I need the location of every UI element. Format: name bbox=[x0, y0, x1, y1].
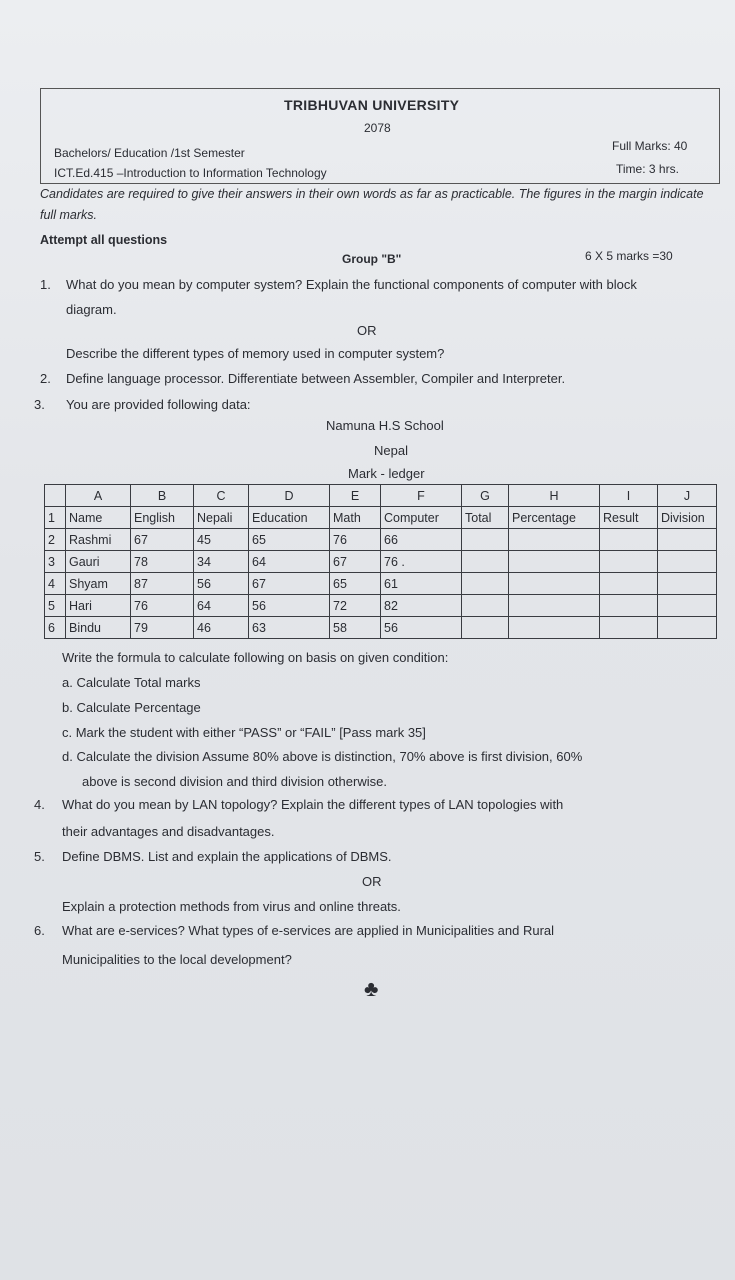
table-cell: Name bbox=[66, 507, 131, 529]
q4-line2: their advantages and disadvantages. bbox=[62, 824, 275, 839]
q6-number: 6. bbox=[34, 923, 45, 938]
mark-ledger-table bbox=[44, 484, 717, 639]
table-header-cell: C bbox=[194, 485, 249, 507]
table-cell: 87 bbox=[131, 573, 194, 595]
table-cell: Shyam bbox=[66, 573, 131, 595]
table-cell: 64 bbox=[194, 595, 249, 617]
q6-line2: Municipalities to the local development? bbox=[62, 952, 292, 967]
table-cell: 64 bbox=[249, 551, 330, 573]
table-cell bbox=[462, 551, 509, 573]
table-cell: 76 bbox=[131, 595, 194, 617]
table-cell: 34 bbox=[194, 551, 249, 573]
table-cell bbox=[658, 617, 717, 639]
table-cell: 76 bbox=[330, 529, 381, 551]
table-cell: Hari bbox=[66, 595, 131, 617]
table-cell: Percentage bbox=[509, 507, 600, 529]
course-label: ICT.Ed.415 –Introduction to Information Technology bbox=[54, 166, 327, 180]
table-cell: Division bbox=[658, 507, 717, 529]
time-limit: Time: 3 hrs. bbox=[616, 162, 679, 176]
table-cell: 3 bbox=[45, 551, 66, 573]
table-cell bbox=[462, 573, 509, 595]
q5-text: Define DBMS. List and explain the applications of DBMS. bbox=[62, 849, 392, 864]
exam-year: 2078 bbox=[364, 121, 391, 135]
group-marks: 6 X 5 marks =30 bbox=[585, 249, 673, 263]
table-header-cell: H bbox=[509, 485, 600, 507]
q5-alternative: Explain a protection methods from virus and online threats. bbox=[62, 899, 401, 914]
table-cell bbox=[509, 595, 600, 617]
group-title: Group "B" bbox=[342, 252, 402, 266]
club-symbol: ♣ bbox=[364, 976, 379, 1001]
table-cell bbox=[509, 617, 600, 639]
q1-number: 1. bbox=[40, 277, 51, 292]
table-row bbox=[45, 551, 717, 573]
table-cell: Nepali bbox=[194, 507, 249, 529]
table-cell bbox=[600, 529, 658, 551]
table-cell: 67 bbox=[249, 573, 330, 595]
q1-text-line1: What do you mean by computer system? Explain the functional components of computer with block bbox=[66, 277, 637, 292]
q5-number: 5. bbox=[34, 849, 45, 864]
table-row bbox=[45, 595, 717, 617]
table-header-cell: A bbox=[66, 485, 131, 507]
school-country: Nepal bbox=[374, 443, 408, 458]
q3-part-c: c. Mark the student with either “PASS” or “FAIL” [Pass mark 35] bbox=[62, 725, 426, 740]
ledger-title: Mark - ledger bbox=[348, 466, 425, 481]
table-header-row bbox=[45, 485, 717, 507]
table-cell bbox=[462, 529, 509, 551]
q2-number: 2. bbox=[40, 371, 51, 386]
q3-part-d-cont: above is second division and third division otherwise. bbox=[82, 774, 387, 789]
attempt-label: Attempt all questions bbox=[40, 233, 168, 247]
table-header-cell: I bbox=[600, 485, 658, 507]
table-cell: 1 bbox=[45, 507, 66, 529]
q1-text-line2: diagram. bbox=[66, 302, 117, 317]
table-row bbox=[45, 529, 717, 551]
table-cell: Education bbox=[249, 507, 330, 529]
table-cell bbox=[509, 551, 600, 573]
q3-part-a: a. Calculate Total marks bbox=[62, 675, 201, 690]
q4-number: 4. bbox=[34, 797, 45, 812]
table-header-cell: G bbox=[462, 485, 509, 507]
table-row bbox=[45, 507, 717, 529]
table-cell: 4 bbox=[45, 573, 66, 595]
table-cell: Gauri bbox=[66, 551, 131, 573]
table-cell bbox=[658, 595, 717, 617]
table-cell bbox=[600, 573, 658, 595]
table-row bbox=[45, 617, 717, 639]
table-cell: 5 bbox=[45, 595, 66, 617]
q6-line1: What are e-services? What types of e-services are applied in Municipalities and Rural bbox=[62, 923, 555, 938]
table-cell: Total bbox=[462, 507, 509, 529]
table-header-cell: E bbox=[330, 485, 381, 507]
table-cell bbox=[658, 529, 717, 551]
table-cell bbox=[600, 595, 658, 617]
school-name: Namuna H.S School bbox=[326, 418, 444, 433]
table-cell: 79 bbox=[131, 617, 194, 639]
table-header-cell: J bbox=[658, 485, 717, 507]
q3-part-b: b. Calculate Percentage bbox=[62, 700, 201, 715]
table-cell bbox=[509, 573, 600, 595]
table-cell: 58 bbox=[330, 617, 381, 639]
q4-line1: What do you mean by LAN topology? Explain the different types of LAN topologies with bbox=[62, 797, 564, 812]
table-cell bbox=[509, 529, 600, 551]
q3-text: You are provided following data: bbox=[66, 397, 251, 412]
table-cell: Result bbox=[600, 507, 658, 529]
table-cell bbox=[462, 617, 509, 639]
table-header-cell: F bbox=[381, 485, 462, 507]
table-cell: 2 bbox=[45, 529, 66, 551]
table-cell bbox=[658, 551, 717, 573]
table-cell: Math bbox=[330, 507, 381, 529]
table-cell: 61 bbox=[381, 573, 462, 595]
table-cell: Rashmi bbox=[66, 529, 131, 551]
instructions: Candidates are required to give their answers in their own words as far as practicable. The figures in the margin indicate full marks. bbox=[40, 187, 704, 222]
q5-or: OR bbox=[362, 874, 382, 889]
q2-text: Define language processor. Differentiate between Assembler, Compiler and Interpreter. bbox=[66, 371, 566, 386]
table-cell: 78 bbox=[131, 551, 194, 573]
table-cell: 82 bbox=[381, 595, 462, 617]
table-cell: 6 bbox=[45, 617, 66, 639]
table-header-cell: B bbox=[131, 485, 194, 507]
table-cell bbox=[600, 617, 658, 639]
q3-number: 3. bbox=[34, 397, 45, 412]
table-cell: 56 bbox=[249, 595, 330, 617]
table-cell: 63 bbox=[249, 617, 330, 639]
table-cell: 56 bbox=[194, 573, 249, 595]
table-cell: 65 bbox=[249, 529, 330, 551]
table-cell bbox=[600, 551, 658, 573]
table-row bbox=[45, 573, 717, 595]
table-cell: English bbox=[131, 507, 194, 529]
table-header-cell: D bbox=[249, 485, 330, 507]
table-cell: Bindu bbox=[66, 617, 131, 639]
q3-part-d: d. Calculate the division Assume 80% above is distinction, 70% above is first division, 60% bbox=[62, 749, 583, 764]
table-cell: 76 . bbox=[381, 551, 462, 573]
table-cell bbox=[658, 573, 717, 595]
q1-or: OR bbox=[357, 323, 377, 338]
table-cell: 46 bbox=[194, 617, 249, 639]
q3-instruction: Write the formula to calculate following on basis on given condition: bbox=[62, 650, 449, 665]
table-cell: 67 bbox=[330, 551, 381, 573]
full-marks: Full Marks: 40 bbox=[612, 139, 688, 153]
table-cell: 56 bbox=[381, 617, 462, 639]
q1-alternative: Describe the different types of memory used in computer system? bbox=[66, 346, 445, 361]
table-header-cell bbox=[45, 485, 66, 507]
table-cell: 72 bbox=[330, 595, 381, 617]
table-cell: 65 bbox=[330, 573, 381, 595]
table-cell bbox=[462, 595, 509, 617]
table-cell: 45 bbox=[194, 529, 249, 551]
table-cell: Computer bbox=[381, 507, 462, 529]
program-label: Bachelors/ Education /1st Semester bbox=[54, 146, 245, 160]
table-cell: 67 bbox=[131, 529, 194, 551]
table-cell: 66 bbox=[381, 529, 462, 551]
university-name: TRIBHUVAN UNIVERSITY bbox=[284, 97, 460, 113]
